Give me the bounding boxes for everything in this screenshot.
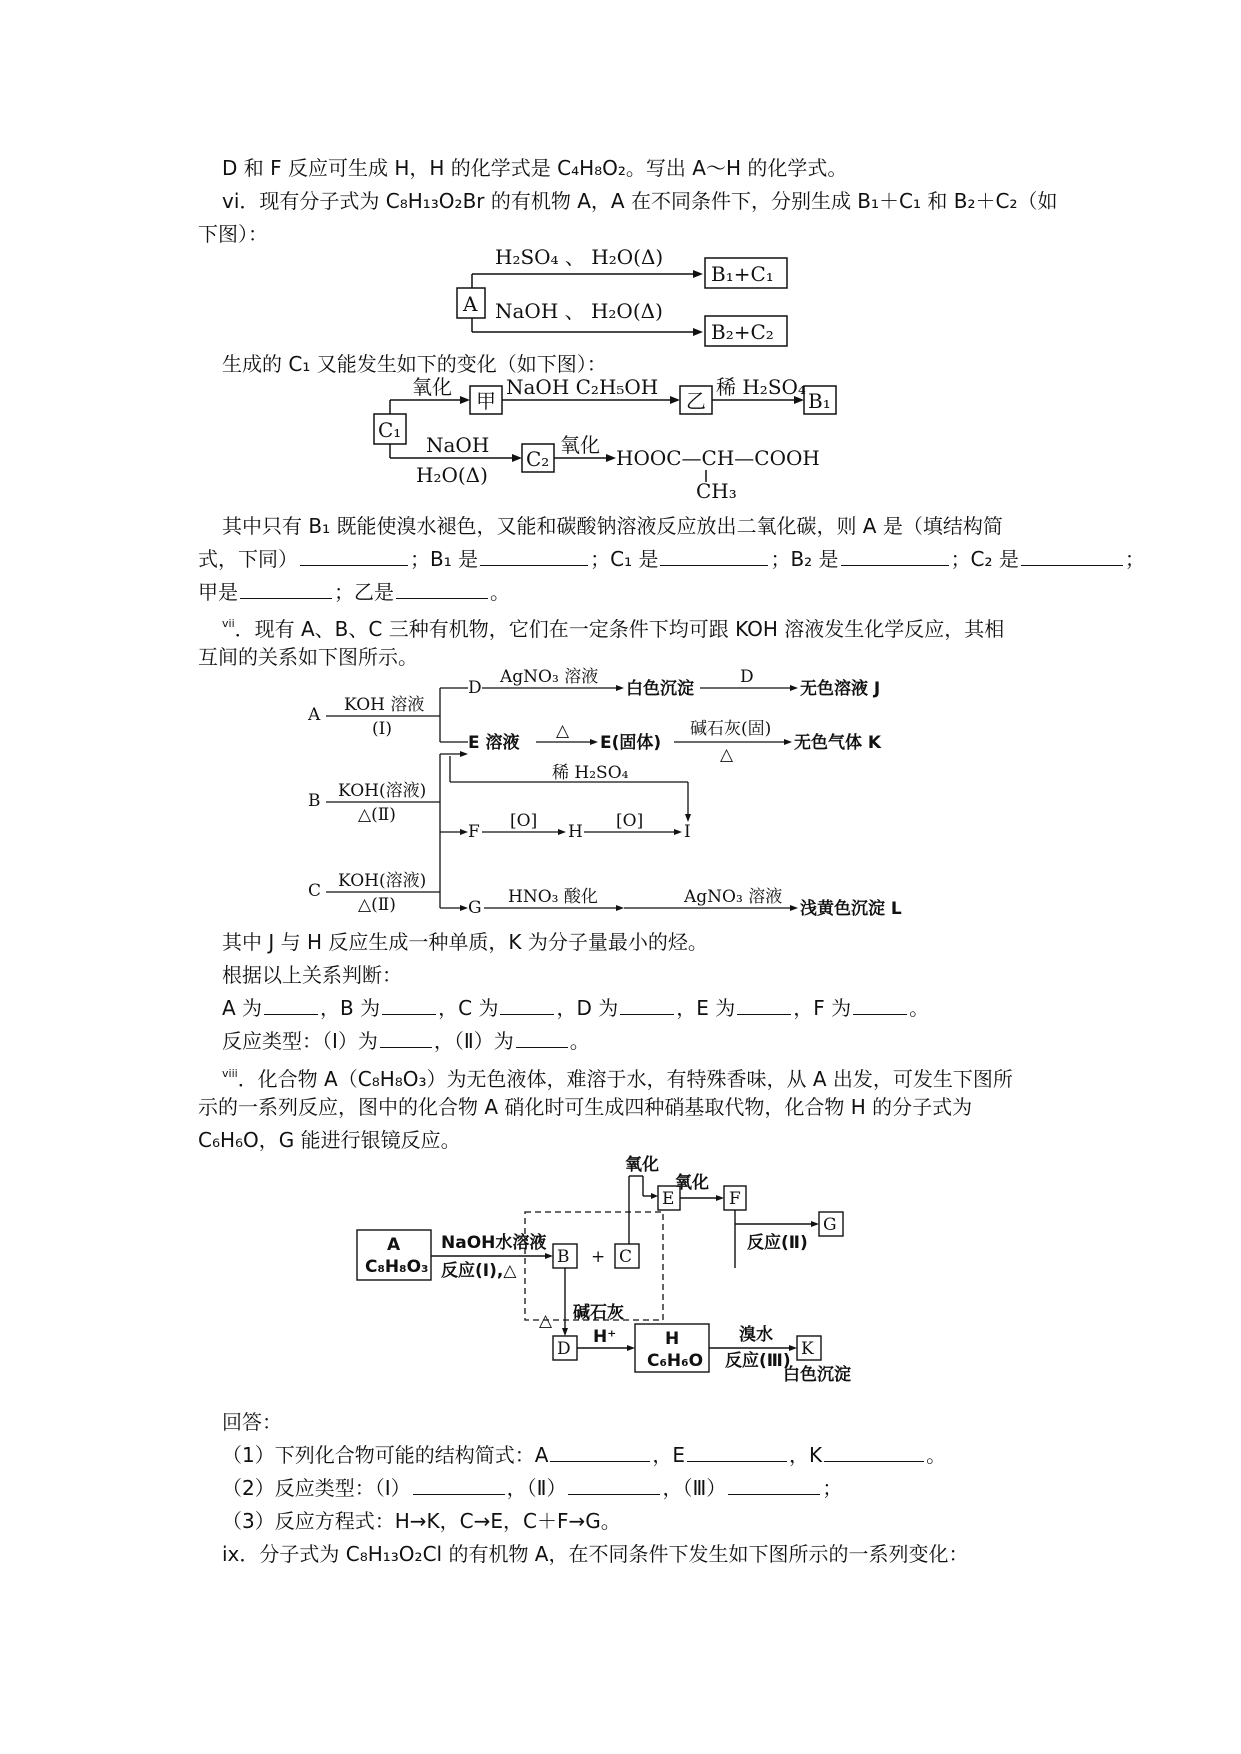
fig3-white-precipitate: 白色沉淀 xyxy=(626,679,694,699)
line-12-a: A 为 xyxy=(222,996,263,1020)
blank-type-iii[interactable] xyxy=(728,1474,820,1495)
fig3-pale-yellow-l: 浅黄色沉淀 L xyxy=(800,899,902,919)
fig4-h: H xyxy=(665,1329,680,1349)
fig1-a: A xyxy=(463,292,478,316)
line-9: 互间的关系如下图所示。 xyxy=(198,645,418,669)
blank-type-ii[interactable] xyxy=(568,1474,660,1495)
fig1-bottom-condition: NaOH 、 H₂O(Δ) xyxy=(495,299,663,323)
question-number-viii: viii xyxy=(222,1067,238,1080)
fig3-agno3: AgNO₃ 溶液 xyxy=(500,667,599,687)
fig3-r2: △(Ⅱ) xyxy=(358,805,396,825)
fig4-reaction-i: 反应(Ⅰ),△ xyxy=(441,1261,517,1281)
fig2-naoh-ethanol: NaOH C₂H₅OH xyxy=(506,375,659,399)
fig2-oxidation-label: 氧化 xyxy=(412,375,452,399)
fig3-koh-1: KOH 溶液 xyxy=(344,695,425,715)
figure-3-koh-reactions xyxy=(300,667,940,935)
line-14-text: ．化合物 A（C₈H₈O₃）为无色液体，难溶于水，有特殊香味，从 A 出发，可发生下图所 xyxy=(237,1067,1013,1091)
fig4-reaction-iii: 反应(Ⅲ) xyxy=(725,1351,791,1371)
fig2-jia: 甲 xyxy=(476,389,496,413)
line-3: 下图）： xyxy=(198,222,268,246)
blank-structure-e[interactable] xyxy=(687,1441,787,1462)
line-21: ix．分子式为 C₈H₁₃O₂Cl 的有机物 A，在不同条件下发生如下图所示的一系列变化： xyxy=(222,1542,969,1566)
fig4-heat: △ xyxy=(539,1311,553,1331)
blank-d[interactable] xyxy=(620,994,674,1015)
line-18 xyxy=(222,1441,946,1469)
fig3-oxidation-2: [O] xyxy=(616,811,644,831)
line-11: 根据以上关系判断： xyxy=(222,963,402,987)
fig3-c: C xyxy=(308,881,322,901)
fig4-oxidation: 氧化 xyxy=(675,1173,709,1193)
fig3-dilute-h2so4: 稀 H₂SO₄ xyxy=(552,763,629,783)
fig3-h: H xyxy=(568,822,583,842)
fig2-b1: B₁ xyxy=(808,389,831,413)
blank-reaction-ii[interactable] xyxy=(516,1027,568,1048)
line-12-c: ，C 为 xyxy=(438,996,499,1020)
line-18-b: ，E xyxy=(652,1443,686,1467)
blank-type-i[interactable] xyxy=(413,1474,505,1495)
fig1-bottom-product: B₂+C₂ xyxy=(711,320,774,344)
blank-b1[interactable] xyxy=(480,545,588,566)
fig4-plus: + xyxy=(591,1247,606,1267)
fig3-oxidation-1: [O] xyxy=(510,811,538,831)
fig2-water-heat: H₂O(Δ) xyxy=(416,463,488,487)
blank-c[interactable] xyxy=(500,994,554,1015)
fig4-e: E xyxy=(662,1189,675,1209)
fig3-r3: △(Ⅱ) xyxy=(358,895,396,915)
blank-c2[interactable] xyxy=(1021,545,1123,566)
fig2-oxidation-label-2: 氧化 xyxy=(560,433,600,457)
line-6-f: ； xyxy=(1124,547,1145,571)
fig3-koh-3: KOH(溶液) xyxy=(338,871,427,891)
line-12-f: ，F 为 xyxy=(793,996,852,1020)
line-12-d: ，D 为 xyxy=(556,996,619,1020)
line-19-d: ； xyxy=(822,1476,843,1500)
fig3-b: B xyxy=(308,791,321,811)
line-19 xyxy=(222,1474,842,1502)
line-8-text: ．现有 A、B、C 三种有机物，它们在一定条件下均可跟 KOH 溶液发生化学反应，其相 xyxy=(234,617,1005,641)
fig1-top-product: B₁+C₁ xyxy=(711,262,774,286)
blank-c1[interactable] xyxy=(660,545,768,566)
fig3-soda-lime: 碱石灰(固) xyxy=(690,719,772,739)
line-12-g: 。 xyxy=(909,996,930,1020)
blank-a-structure[interactable] xyxy=(300,545,408,566)
fig2-dilute-h2so4: 稀 H₂SO₄ xyxy=(716,375,806,399)
line-5: 其中只有 B₁ 既能使溴水褪色，又能和碳酸钠溶液反应放出二氧化碳，则 A 是（填结构简 xyxy=(222,514,1003,538)
fig4-white-precipitate: 白色沉淀 xyxy=(783,1365,851,1385)
fig2-product-acid: HOOC—CH—COOH xyxy=(616,446,820,470)
line-15: 示的一系列反应，图中的化合物 A 硝化时可生成四种硝基取代物，化合物 H 的分子式为 xyxy=(198,1095,973,1119)
line-19-c: ，（Ⅲ） xyxy=(662,1476,727,1500)
line-12 xyxy=(222,994,929,1022)
line-12-e: ，E 为 xyxy=(676,996,736,1020)
line-16: C₆H₆O，G 能进行银镜反应。 xyxy=(198,1128,461,1152)
fig1-top-condition: H₂SO₄ 、 H₂O(Δ) xyxy=(495,245,664,269)
fig4-b: B xyxy=(557,1247,570,1267)
fig2-methyl: CH₃ xyxy=(696,479,737,503)
fig4-h-plus: H⁺ xyxy=(593,1327,617,1347)
line-1: D 和 F 反应可生成 H，H 的化学式是 C₄H₈O₂。写出 A～H 的化学式。 xyxy=(222,156,848,180)
line-6-e: ；C₂ 是 xyxy=(950,547,1019,571)
blank-e[interactable] xyxy=(737,994,791,1015)
fig3-agno3-2: AgNO₃ 溶液 xyxy=(684,887,783,907)
fig3-i: I xyxy=(684,822,691,842)
line-6-a: 式，下同） xyxy=(198,547,298,571)
fig4-a-formula: C₈H₈O₃ xyxy=(365,1257,429,1277)
line-18-c: ，K xyxy=(789,1443,823,1467)
line-6-b: ；B₁ 是 xyxy=(410,547,479,571)
fig3-heat: △ xyxy=(556,721,570,741)
fig2-yi: 乙 xyxy=(686,389,706,413)
line-7-a: 甲是 xyxy=(198,580,238,604)
fig4-f: F xyxy=(729,1189,741,1209)
fig4-naoh-aqueous: NaOH水溶液 xyxy=(441,1233,547,1253)
line-12-b: ，B 为 xyxy=(320,996,381,1020)
blank-jia[interactable] xyxy=(240,578,332,599)
line-20: （3）反应方程式：H→K，C→E，C＋F→G。 xyxy=(222,1509,621,1533)
fig4-oxidation-top: 氧化 xyxy=(625,1155,659,1175)
line-4: 生成的 C₁ 又能发生如下的变化（如下图）： xyxy=(222,352,607,376)
line-2: vi．现有分子式为 C₈H₁₃O₂Br 的有机物 A，A 在不同条件下，分别生成 B₁＋C₁ 和 B₂＋C₂（如 xyxy=(222,189,1058,213)
blank-structure-k[interactable] xyxy=(824,1441,924,1462)
fig3-d: D xyxy=(468,678,482,698)
blank-reaction-i[interactable] xyxy=(380,1027,432,1048)
fig4-c: C xyxy=(619,1247,633,1267)
fig2-naoh: NaOH xyxy=(426,433,490,457)
fig4-d: D xyxy=(557,1339,571,1359)
fig4-soda-lime: 碱石灰 xyxy=(573,1303,624,1323)
line-10: 其中 J 与 H 反应生成一种单质，K 为分子量最小的烃。 xyxy=(222,930,708,954)
question-number-vii: vii xyxy=(222,617,235,630)
blank-a[interactable] xyxy=(264,994,318,1015)
figure-4-compound-a-reactions xyxy=(355,1152,915,1402)
fig4-h-formula: C₆H₆O xyxy=(647,1351,704,1371)
fig3-r1: (Ⅰ) xyxy=(372,719,392,739)
line-6-d: ；B₂ 是 xyxy=(770,547,839,571)
line-19-b: ，（Ⅱ） xyxy=(506,1476,567,1500)
fig2-c2: C₂ xyxy=(526,447,550,471)
fig4-k: K xyxy=(801,1339,814,1359)
fig4-g: G xyxy=(823,1215,837,1235)
line-8 xyxy=(222,610,1004,643)
line-7 xyxy=(198,578,510,606)
line-18-d: 。 xyxy=(926,1443,947,1467)
blank-yi[interactable] xyxy=(396,578,488,599)
line-19-a: （2）反应类型：（Ⅰ） xyxy=(222,1476,411,1500)
fig4-reaction-ii: 反应(Ⅱ) xyxy=(747,1233,808,1253)
fig3-g: G xyxy=(468,898,482,918)
fig4-bromine-water: 溴水 xyxy=(739,1325,773,1345)
line-14 xyxy=(222,1060,1013,1093)
fig3-heat-2: △ xyxy=(720,745,734,765)
blank-f[interactable] xyxy=(853,994,907,1015)
line-13-b: ，（Ⅱ）为 xyxy=(433,1029,514,1053)
line-6 xyxy=(198,545,1145,573)
fig3-koh-2: KOH(溶液) xyxy=(338,781,427,801)
figure-2-c1-transformations xyxy=(370,375,840,503)
fig3-a: A xyxy=(308,705,321,725)
fig3-hno3-acidify: HNO₃ 酸化 xyxy=(508,887,598,907)
line-7-b: ；乙是 xyxy=(334,580,394,604)
fig3-e-solution: E 溶液 xyxy=(468,733,520,753)
line-13-c: 。 xyxy=(569,1029,590,1053)
fig4-a: A xyxy=(387,1235,401,1255)
blank-b2[interactable] xyxy=(841,545,949,566)
figure-1-reaction-diagram xyxy=(455,240,795,350)
fig3-f: F xyxy=(468,822,480,842)
fig3-d2: D xyxy=(740,667,754,687)
fig2-c1: C₁ xyxy=(378,418,402,442)
blank-structure-a[interactable] xyxy=(550,1441,650,1462)
blank-b[interactable] xyxy=(382,994,436,1015)
line-6-c: ；C₁ 是 xyxy=(590,547,659,571)
fig3-e-solid: E(固体) xyxy=(600,733,662,753)
fig3-colorless-solution-j: 无色溶液 J xyxy=(800,679,881,699)
fig3-colorless-gas-k: 无色气体 K xyxy=(794,733,882,753)
line-13-a: 反应类型：（Ⅰ）为 xyxy=(222,1029,378,1053)
line-17: 回答： xyxy=(222,1410,282,1434)
line-13 xyxy=(222,1027,590,1055)
line-7-c: 。 xyxy=(490,580,510,604)
line-18-a: （1）下列化合物可能的结构简式：A xyxy=(222,1443,549,1467)
